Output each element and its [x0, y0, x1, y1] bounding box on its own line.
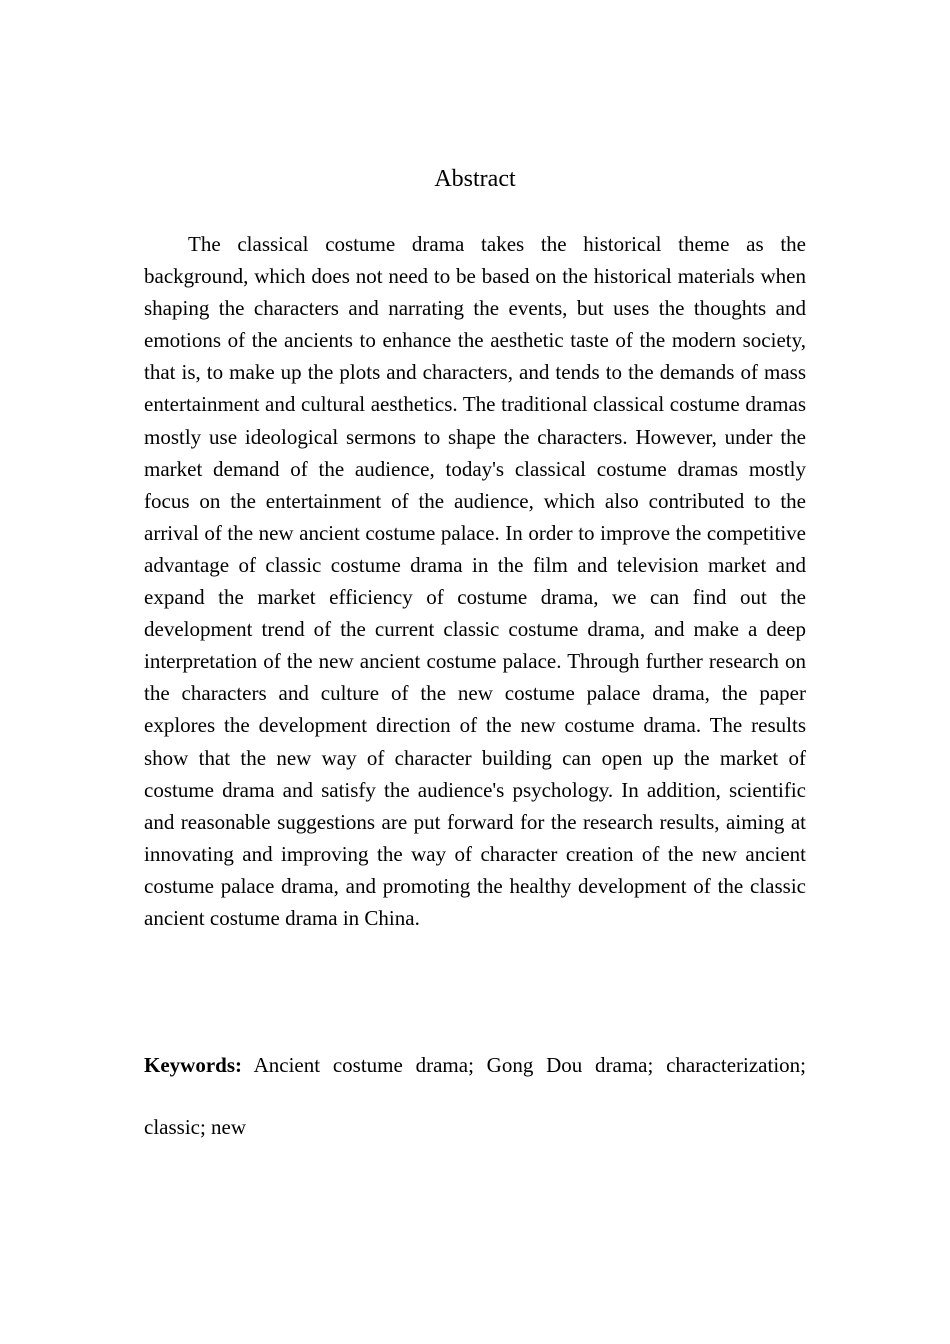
- abstract-paragraph: The classical costume drama takes the historical theme as the background, which does not need to be based on the historical materials when shaping the characters and narrating the events, but uses the thoughts and emotions of the ancients to enhance the aesthetic taste of the modern society, that is, to make up the plots and characters, and tends to the demands of mass entertainment and cultural aesthetics. The traditional classical costume dramas mostly use ideological sermons to shape the characters. However, under the market demand of the audience, today's classical costume dramas mostly focus on the entertainment of the audience, which also contributed to the arrival of the new ancient costume palace. In order to improve the competitive advantage of classic costume drama in the film and television market and expand the market efficiency of costume drama, we can find out the development trend of the current classic costume drama, and make a deep interpretation of the new ancient costume palace. Through further research on the characters and culture of the new costume palace drama, the paper explores the development direction of the new costume drama. The results show that the new way of character building can open up the market of costume drama and satisfy the audience's psychology. In addition, scientific and reasonable suggestions are put forward for the research results, aiming at innovating and improving the way of character creation of the new ancient costume palace drama, and promoting the healthy development of the classic ancient costume drama in China.: [144, 232, 806, 930]
- abstract-title: Abstract: [434, 166, 516, 192]
- keywords-line: [144, 1034, 806, 1158]
- keywords-text: Ancient costume drama; Gong Dou drama; characterization; classic; new: [144, 1053, 806, 1139]
- keywords-label: Keywords:: [144, 1053, 242, 1077]
